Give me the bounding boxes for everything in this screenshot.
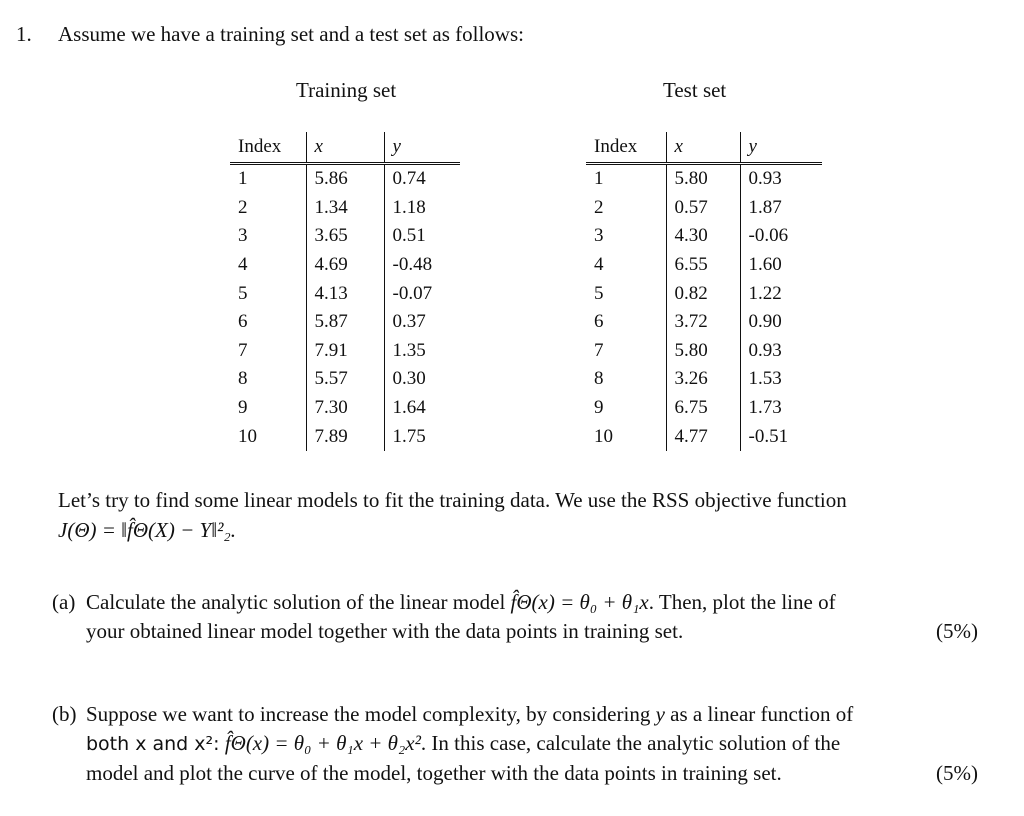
cell-index: 10 [230, 422, 306, 451]
table-row [586, 279, 822, 308]
cell-index: 10 [586, 422, 666, 451]
part-b-text-3: both x and x²: [86, 733, 220, 755]
cell-x: 0.57 [666, 194, 740, 223]
cell-x: 5.86 [306, 164, 384, 194]
table-row [230, 308, 460, 337]
table-row [230, 422, 460, 451]
table-row [586, 337, 822, 366]
cell-index: 7 [586, 337, 666, 366]
cell-index: 6 [586, 308, 666, 337]
cell-x: 6.75 [666, 394, 740, 423]
cell-y: 0.93 [748, 339, 782, 361]
cell-x: 1.34 [306, 194, 384, 223]
part-b-points: (5%) [936, 761, 978, 785]
cell-y: 1.75 [392, 425, 426, 447]
cell-y: 0.37 [392, 311, 426, 333]
cell-x: 4.30 [666, 222, 740, 251]
table-row [230, 365, 460, 394]
table-row [586, 422, 822, 451]
cell-x: 4.69 [306, 251, 384, 280]
cell-x: 6.55 [666, 251, 740, 280]
cell-y: 1.60 [748, 254, 782, 276]
table-row [586, 194, 822, 223]
cell-index: 3 [230, 222, 306, 251]
cell-y: -0.51 [748, 425, 789, 447]
cell-index: 7 [230, 337, 306, 366]
cell-y: 1.18 [392, 196, 426, 218]
cell-y: -0.07 [392, 282, 433, 304]
cell-x: 4.77 [666, 422, 740, 451]
cell-x: 7.89 [306, 422, 384, 451]
cell-x: 5.80 [666, 164, 740, 194]
cell-y: 0.90 [748, 311, 782, 333]
part-b-label: (b) [52, 702, 77, 726]
cell-y: 0.30 [392, 368, 426, 390]
table-row [586, 308, 822, 337]
cell-x: 4.13 [306, 279, 384, 308]
header-x: x [306, 132, 384, 164]
cell-x: 7.30 [306, 394, 384, 423]
cell-index: 8 [230, 365, 306, 394]
table-header-row [586, 132, 822, 164]
cell-y: -0.48 [392, 254, 433, 276]
cell-index: 9 [230, 394, 306, 423]
cell-index: 9 [586, 394, 666, 423]
part-b-text-4: . In this case, calculate the analytic solution of the [420, 731, 841, 755]
part-b-text-5: model and plot the curve of the model, together with the data points in training set. [86, 761, 782, 785]
header-y: y [384, 132, 460, 164]
table-row [586, 365, 822, 394]
part-a-points: (5%) [936, 619, 978, 643]
cell-index: 1 [586, 164, 666, 194]
cell-index: 4 [230, 251, 306, 280]
part-a-model: f̂Θ(x) = θ₀ + θ₁x [510, 590, 649, 614]
table-row [586, 394, 822, 423]
cell-y: 1.73 [748, 397, 782, 419]
test-set-table [586, 132, 822, 451]
part-a-text-1: Calculate the analytic solution of the linear model [86, 590, 506, 614]
cell-x: 3.72 [666, 308, 740, 337]
table-row [230, 194, 460, 223]
training-set-caption: Training set [296, 78, 397, 102]
cell-index: 6 [230, 308, 306, 337]
part-b-text-2: as a linear function of [670, 702, 854, 726]
table-row [230, 164, 460, 194]
header-index: Index [586, 132, 666, 164]
cell-y: -0.06 [748, 225, 789, 247]
cell-x: 5.87 [306, 308, 384, 337]
header-y: y [740, 132, 822, 164]
part-b [52, 700, 978, 788]
cell-index: 8 [586, 365, 666, 394]
table-row [230, 251, 460, 280]
table-row [586, 251, 822, 280]
cell-index: 4 [586, 251, 666, 280]
header-x: x [666, 132, 740, 164]
part-b-model: f̂Θ(x) = θ₀ + θ₁x + θ₂x² [224, 731, 421, 755]
cell-y: 0.74 [392, 168, 426, 190]
cell-y: 1.64 [392, 397, 426, 419]
part-a [52, 588, 978, 646]
training-set-table [230, 132, 460, 451]
test-set-caption: Test set [663, 78, 727, 102]
cell-x: 5.80 [666, 337, 740, 366]
part-b-var-y: y [655, 702, 665, 726]
cell-y: 1.35 [392, 339, 426, 361]
question-number: 1. [16, 22, 32, 46]
table-row [586, 164, 822, 194]
cell-x: 3.26 [666, 365, 740, 394]
cell-index: 2 [586, 194, 666, 223]
cell-x: 3.65 [306, 222, 384, 251]
rss-formula: J(Θ) = ‖f̂Θ(X) − Y‖²₂. [58, 518, 236, 542]
question-intro: Assume we have a training set and a test set as follows: [58, 22, 524, 46]
cell-y: 1.22 [748, 282, 782, 304]
cell-y: 1.53 [748, 368, 782, 390]
cell-index: 3 [586, 222, 666, 251]
table-row [230, 222, 460, 251]
cell-index: 2 [230, 194, 306, 223]
table-header-row [230, 132, 460, 164]
table-row [230, 337, 460, 366]
header-index: Index [230, 132, 306, 164]
cell-x: 5.57 [306, 365, 384, 394]
cell-y: 1.87 [748, 196, 782, 218]
cell-index: 5 [586, 279, 666, 308]
cell-x: 0.82 [666, 279, 740, 308]
part-a-text-3: your obtained linear model together with the data points in training set. [86, 619, 684, 643]
objective-text: Let’s try to find some linear models to fit the training data. We use the RSS objective function [58, 488, 847, 512]
part-a-label: (a) [52, 590, 76, 614]
cell-y: 0.93 [748, 168, 782, 190]
cell-y: 0.51 [392, 225, 426, 247]
part-a-text-2: . Then, plot the line of [648, 590, 836, 614]
table-row [230, 279, 460, 308]
cell-x: 7.91 [306, 337, 384, 366]
cell-index: 1 [230, 164, 306, 194]
table-row [230, 394, 460, 423]
part-b-text-1: Suppose we want to increase the model complexity, by considering [86, 702, 651, 726]
table-row [586, 222, 822, 251]
cell-index: 5 [230, 279, 306, 308]
